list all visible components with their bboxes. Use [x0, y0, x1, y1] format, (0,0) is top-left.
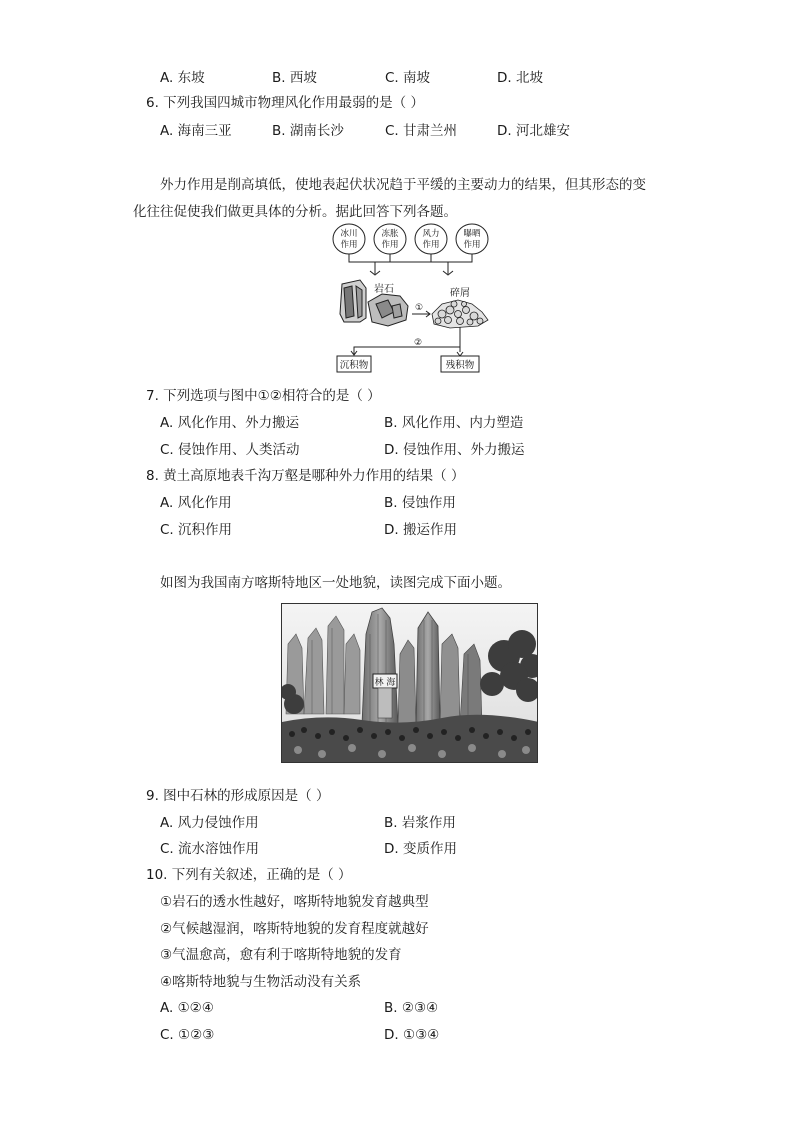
q9-stem: 9. 图中石林的形成原因是（ ） — [146, 788, 330, 804]
debris-label: 碎屑 — [450, 288, 470, 299]
q6-option-a: A. 海南三亚 — [160, 123, 232, 139]
q7-option-b: B. 风化作用、内力塑造 — [384, 415, 524, 431]
q7-stem: 7. 下列选项与图中①②相符合的是（ ） — [146, 388, 381, 404]
q6-option-b: B. 湖南长沙 — [272, 123, 344, 139]
wind-label-1: 风力 — [422, 229, 440, 239]
q8-option-a: A. 风化作用 — [160, 495, 232, 511]
q6-option-d: D. 河北雄安 — [497, 123, 570, 139]
q8-stem: 8. 黄土高原地表千沟万壑是哪种外力作用的结果（ ） — [146, 468, 465, 484]
q9-option-c: C. 流水溶蚀作用 — [160, 841, 260, 857]
q5-option-b: B. 西坡 — [272, 70, 317, 86]
q10-option-b: B. ②③④ — [384, 1000, 439, 1016]
q7-option-d: D. 侵蚀作用、外力搬运 — [384, 442, 525, 458]
residue-label: 残积物 — [445, 360, 475, 371]
intro1-line2: 化往往促使我们做更具体的分析。据此回答下列各题。 — [133, 204, 457, 220]
rock-label: 岩石 — [374, 284, 394, 295]
q5-option-d: D. 北坡 — [497, 70, 543, 86]
q7-option-c: C. 侵蚀作用、人类活动 — [160, 442, 300, 458]
q5-option-a: A. 东坡 — [160, 70, 205, 86]
sign-text: 林 海 — [374, 678, 396, 688]
weathering-diagram — [330, 222, 500, 377]
intro1-line1: 外力作用是削高填低，使地表起伏状况趋于平缓的主要动力的结果，但其形态的变 — [160, 177, 646, 193]
q6-option-c: C. 甘肃兰州 — [385, 123, 458, 139]
q7-option-a: A. 风化作用、外力搬运 — [160, 415, 300, 431]
glacier-label-2: 作用 — [340, 240, 358, 250]
q10-statement-1: ①岩石的透水性越好，喀斯特地貌发育越典型 — [160, 894, 429, 910]
q5-option-c: C. 南坡 — [385, 70, 431, 86]
q10-statement-3: ③气温愈高，愈有利于喀斯特地貌的发育 — [160, 947, 402, 963]
marker-2: ② — [414, 338, 423, 348]
q9-option-d: D. 变质作用 — [384, 841, 457, 857]
q10-option-c: C. ①②③ — [160, 1027, 215, 1043]
stone-forest-photo — [281, 603, 538, 763]
q6-stem: 6. 下列我国四城市物理风化作用最弱的是（ ） — [146, 95, 424, 111]
q10-statement-2: ②气候越湿润，喀斯特地貌的发育程度就越好 — [160, 921, 429, 937]
intro2: 如图为我国南方喀斯特地区一处地貌，读图完成下面小题。 — [160, 575, 511, 591]
glacier-label-1: 冰川 — [340, 229, 358, 239]
marker-1: ① — [415, 303, 424, 313]
q10-option-d: D. ①③④ — [384, 1027, 440, 1043]
q8-option-c: C. 沉积作用 — [160, 522, 233, 538]
q8-option-b: B. 侵蚀作用 — [384, 495, 456, 511]
sun-label-1: 曝晒 — [463, 229, 481, 239]
q8-option-d: D. 搬运作用 — [384, 522, 457, 538]
q10-statement-4: ④喀斯特地貌与生物活动没有关系 — [160, 974, 362, 990]
frost-label-2: 作用 — [381, 240, 399, 250]
sun-label-2: 作用 — [463, 240, 481, 250]
q10-option-a: A. ①②④ — [160, 1000, 214, 1016]
q9-option-a: A. 风力侵蚀作用 — [160, 815, 259, 831]
frost-label-1: 冻胀 — [381, 229, 399, 239]
wind-label-2: 作用 — [422, 240, 440, 250]
q9-option-b: B. 岩浆作用 — [384, 815, 456, 831]
q10-stem: 10. 下列有关叙述，正确的是（ ） — [146, 867, 352, 883]
sediment-label: 沉积物 — [339, 360, 369, 371]
